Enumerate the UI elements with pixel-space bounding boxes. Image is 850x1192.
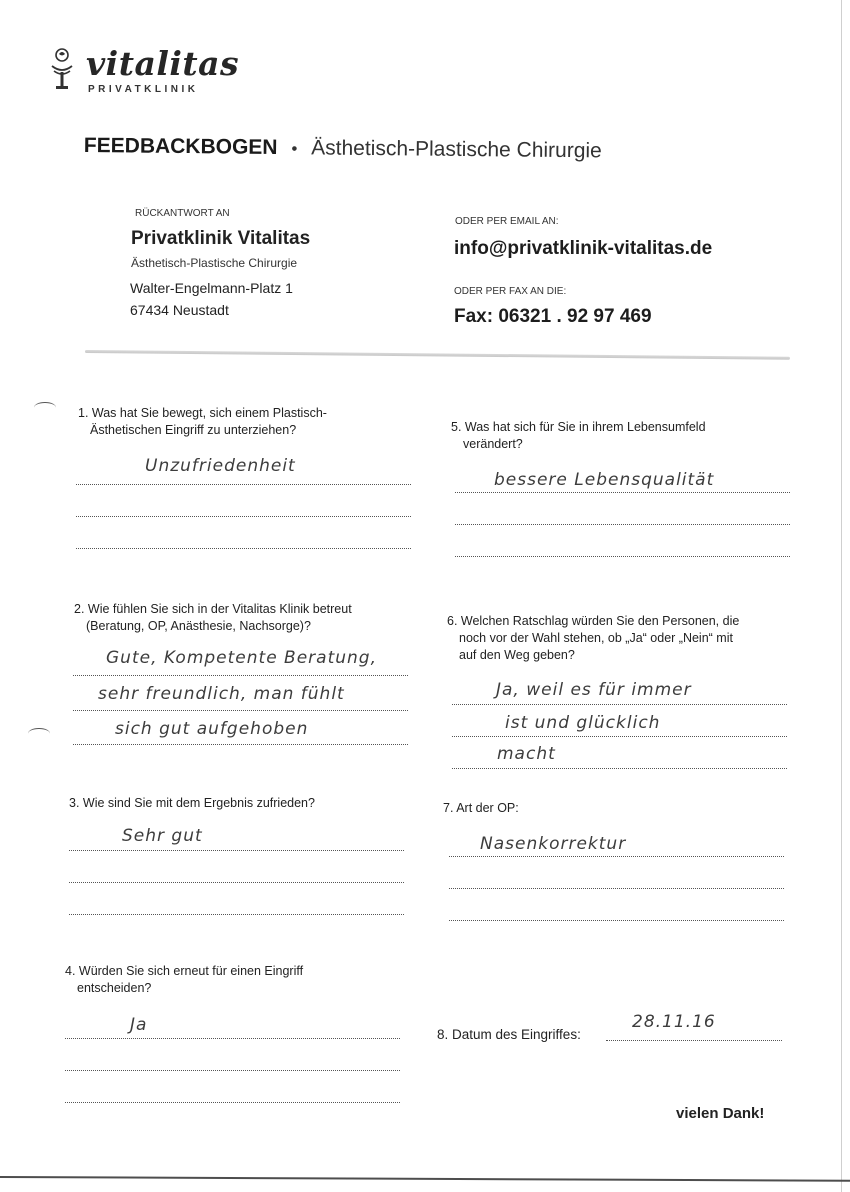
clinic-department: Ästhetisch-Plastische Chirurgie: [131, 256, 298, 270]
answer-line: [73, 710, 408, 711]
answer-line: [455, 492, 790, 493]
logo-name: vitalitas: [86, 44, 240, 83]
answer-line: [449, 888, 784, 889]
header-divider: [85, 350, 790, 360]
punch-mark: [34, 402, 56, 413]
answer-2-line-2: sehr freundlich, man fühlt: [98, 684, 345, 704]
answer-line: [76, 484, 411, 485]
question-1-line-2: Ästhetischen Eingriff zu unterziehen?: [90, 423, 297, 437]
answer-1-line-1: Unzufriedenheit: [145, 456, 296, 476]
closing-thanks: vielen Dank!: [676, 1105, 765, 1122]
question-3-line-1: 3. Wie sind Sie mit dem Ergebnis zufrieden?: [69, 796, 315, 810]
answer-line: [65, 1102, 400, 1103]
title-rest: Ästhetisch-Plastische Chirurgie: [311, 136, 602, 163]
page-title: [84, 134, 602, 163]
answer-line: [455, 524, 790, 525]
answer-line: [452, 736, 787, 737]
question-6-line-3: auf den Weg geben?: [459, 648, 575, 662]
question-6: [447, 613, 739, 664]
answer-line: [65, 1038, 400, 1039]
question-3: [69, 795, 315, 812]
question-4-line-1: 4. Würden Sie sich erneut für einen Eingriff: [65, 964, 304, 978]
reply-label: RÜCKANTWORT AN: [135, 208, 230, 219]
answer-line: [69, 882, 404, 883]
answer-6-line-2: ist und glücklich: [505, 713, 661, 733]
answer-line: [69, 914, 404, 915]
answer-line: [449, 856, 784, 857]
answer-line: [449, 920, 784, 921]
clinic-city: 67434 Neustadt: [130, 302, 229, 318]
question-1: [78, 405, 327, 439]
clinic-street: Walter-Engelmann-Platz 1: [130, 280, 293, 296]
question-2: [74, 601, 352, 635]
answer-3-line-1: Sehr gut: [122, 826, 203, 846]
question-2-line-2: (Beratung, OP, Anästhesie, Nachsorge)?: [86, 619, 311, 633]
answer-line: [73, 675, 408, 676]
title-separator: •: [291, 139, 298, 159]
answer-line: [73, 744, 408, 745]
answer-line: [76, 548, 411, 549]
question-7-line-1: 7. Art der OP:: [443, 801, 519, 815]
vitalitas-logo-icon: [48, 44, 76, 94]
logo-subtitle: PRIVATKLINIK: [88, 84, 199, 95]
question-5: [451, 419, 706, 453]
answer-5-line-1: bessere Lebensqualität: [494, 470, 715, 490]
punch-mark: [28, 728, 50, 739]
answer-6-line-1: Ja, weil es für immer: [496, 680, 692, 700]
clinic-name: Privatklinik Vitalitas: [131, 228, 311, 249]
answer-8-date: 28.11.16: [632, 1012, 716, 1032]
question-7: [443, 800, 519, 817]
answer-line: [69, 850, 404, 851]
email-label: ODER PER EMAIL AN:: [455, 216, 559, 227]
footer-line: [0, 1176, 850, 1182]
email-address: info@privatklinik-vitalitas.de: [454, 238, 713, 259]
fax-number: Fax: 06321 . 92 97 469: [454, 306, 652, 327]
answer-6-line-3: macht: [497, 744, 556, 764]
page-edge: [841, 0, 842, 1192]
answer-line: [606, 1040, 782, 1041]
answer-line: [455, 556, 790, 557]
question-2-line-1: 2. Wie fühlen Sie sich in der Vitalitas Klinik betreut: [74, 602, 352, 616]
question-4: [65, 963, 303, 997]
answer-line: [65, 1070, 400, 1071]
answer-4-line-1: Ja: [130, 1015, 148, 1035]
fax-label: ODER PER FAX AN DIE:: [454, 286, 567, 297]
answer-line: [76, 516, 411, 517]
answer-line: [452, 768, 787, 769]
question-5-line-1: 5. Was hat sich für Sie in ihrem Lebensumfeld: [451, 420, 706, 434]
question-1-line-1: 1. Was hat Sie bewegt, sich einem Plastisch-: [78, 406, 327, 420]
answer-2-line-3: sich gut aufgehoben: [115, 719, 309, 739]
question-8: 8. Datum des Eingriffes:: [437, 1027, 581, 1042]
answer-7-line-1: Nasenkorrektur: [480, 834, 627, 854]
title-bold: FEEDBACKBOGEN: [83, 134, 278, 160]
answer-line: [452, 704, 787, 705]
question-6-line-1: 6. Welchen Ratschlag würden Sie den Personen, die: [447, 614, 740, 628]
answer-2-line-1: Gute, Kompetente Beratung,: [106, 648, 377, 668]
question-5-line-2: verändert?: [463, 437, 523, 451]
question-4-line-2: entscheiden?: [77, 981, 152, 995]
question-6-line-2: noch vor der Wahl stehen, ob „Ja“ oder „Nein“ mit: [459, 631, 733, 645]
